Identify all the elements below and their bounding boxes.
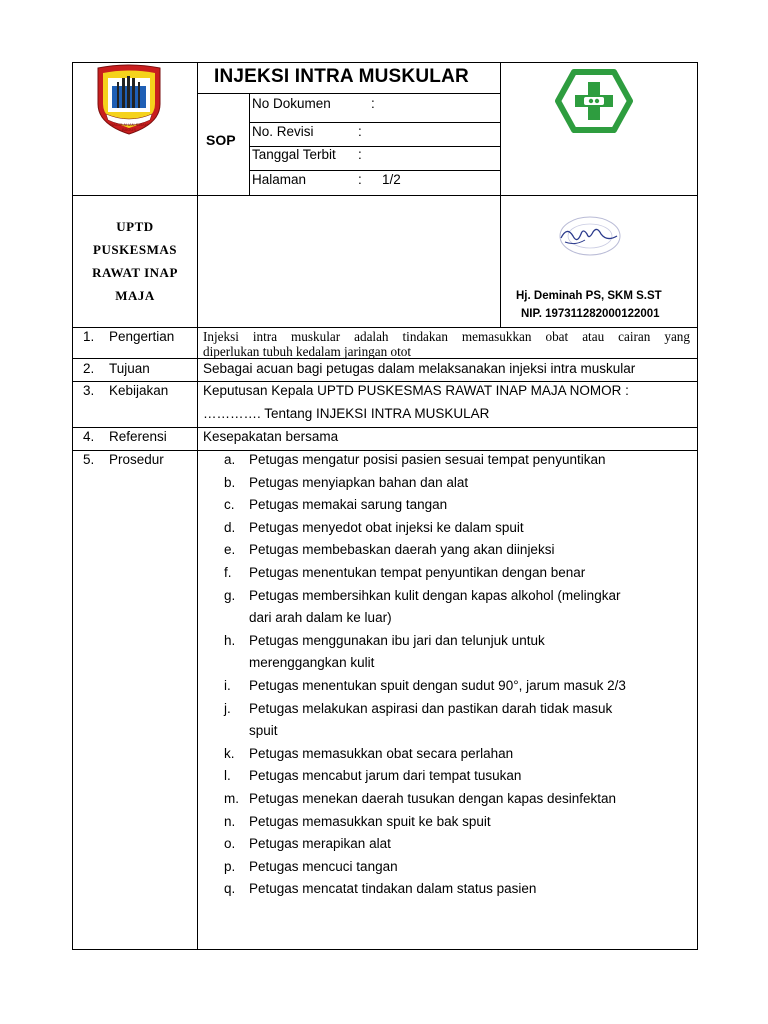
step-text: Petugas mengatur posisi pasien sesuai tempat penyuntikan (249, 452, 606, 467)
step-letter: o. (224, 836, 236, 852)
step-letter: c. (224, 497, 235, 513)
section-number: 1. (83, 329, 95, 344)
meta-label: No. Revisi (252, 124, 314, 139)
step-letter: h. (224, 632, 236, 648)
sop-label: SOP (206, 132, 236, 148)
section-label: Pengertian (109, 329, 175, 344)
meta-label: Tanggal Terbit (252, 147, 336, 162)
step-letter: j. (224, 700, 231, 716)
org-line: RAWAT INAP (92, 265, 178, 280)
step-letter: q. (224, 881, 236, 897)
step-text: Petugas memasukkan spuit ke bak spuit (249, 813, 491, 829)
step-text: Petugas membebaskan daerah yang akan diinjeksi (249, 542, 555, 558)
signatory-nip: NIP. 197311282000122001 (521, 308, 660, 320)
step-letter: g. (224, 587, 236, 603)
section-number: 5. (83, 452, 95, 467)
step-text: Petugas menyedot obat injeksi ke dalam spuit (249, 519, 524, 535)
step-text: spuit (249, 723, 278, 739)
divider (197, 93, 500, 94)
puskesmas-logo (554, 66, 634, 136)
step-text: Petugas menekan daerah tusukan dengan kapas desinfektan (249, 791, 617, 806)
step-text: Petugas melakukan aspirasi dan pastikan darah tidak masuk (249, 700, 613, 716)
section-number: 3. (83, 383, 95, 398)
step-letter: e. (224, 542, 236, 558)
outer-border-bottom (72, 949, 698, 950)
step-letter: a. (224, 452, 236, 467)
meta-sep: : (358, 172, 362, 187)
section-text: Sebagai acuan bagi petugas dalam melaksanakan injeksi intra muskular (203, 361, 636, 376)
step-text: Petugas menyiapkan bahan dan alat (249, 474, 469, 490)
step-letter: l. (224, 768, 231, 784)
divider (72, 195, 698, 196)
step-letter: f. (224, 565, 232, 580)
signature-stamp (555, 212, 625, 260)
divider (500, 195, 501, 327)
section-label: Prosedur (109, 452, 164, 467)
org-line: PUSKESMAS (93, 242, 177, 257)
step-text: Petugas menentukan spuit dengan sudut 90°, jarum masuk 2/3 (249, 678, 626, 693)
step-text: Petugas menentukan tempat penyuntikan dengan benar (249, 565, 586, 580)
step-text: Petugas membersihkan kulit dengan kapas alkohol (melingkar (249, 587, 621, 603)
step-text: Petugas memakai sarung tangan (249, 497, 448, 513)
meta-label: Halaman (252, 172, 307, 187)
divider (249, 122, 500, 123)
meta-sep: : (358, 147, 362, 162)
divider (500, 62, 501, 195)
section-label: Kebijakan (109, 383, 169, 398)
document-title: INJEKSI INTRA MUSKULAR (214, 66, 469, 87)
meta-sep: : (358, 124, 362, 139)
step-text: Petugas mencatat tindakan dalam status pasien (249, 881, 537, 897)
step-letter: i. (224, 678, 231, 693)
step-letter: p. (224, 858, 236, 874)
section-text: diperlukan tubuh kedalam jaringan otot (203, 344, 412, 359)
regency-logo-motto: BAGIS AHAN SIBAH BAGUS (110, 122, 148, 132)
step-text: Petugas mencabut jarum dari tempat tusukan (249, 768, 522, 784)
divider (72, 327, 698, 328)
section-text: Injeksi intra muskular adalah tindakan memasukkan obat atau cairan yang (203, 329, 690, 344)
divider (249, 93, 250, 195)
section-text: Keputusan Kepala UPTD PUSKESMAS RAWAT INAP MAJA NOMOR : (203, 383, 629, 398)
step-text: merenggangkan kulit (249, 655, 375, 671)
step-text: dari arah dalam ke luar) (249, 610, 392, 626)
section-text: Kesepakatan bersama (203, 429, 339, 444)
org-name (73, 215, 197, 307)
step-text: Petugas memasukkan obat secara perlahan (249, 745, 514, 761)
divider (249, 170, 500, 171)
meta-label: No Dokumen (252, 96, 331, 111)
org-line: MAJA (115, 288, 155, 303)
step-text: Petugas merapikan alat (249, 836, 391, 852)
step-letter: k. (224, 745, 235, 761)
outer-border-top (72, 62, 698, 63)
step-letter: n. (224, 813, 236, 829)
section-label: Referensi (109, 429, 167, 444)
step-text: Petugas mencuci tangan (249, 858, 398, 874)
divider (72, 450, 698, 451)
meta-sep: : (371, 96, 375, 111)
org-line: UPTD (116, 219, 154, 234)
signatory-name: Hj. Deminah PS, SKM S.ST (516, 290, 662, 302)
divider (72, 427, 698, 428)
step-text: Petugas menggunakan ibu jari dan telunjuk untuk (249, 632, 545, 648)
section-label: Tujuan (109, 361, 150, 376)
divider (72, 381, 698, 382)
step-letter: d. (224, 519, 236, 535)
section-text: …………. Tentang INJEKSI INTRA MUSKULAR (203, 406, 490, 421)
section-number: 4. (83, 429, 95, 444)
step-letter: m. (224, 791, 239, 806)
page-number: 1/2 (382, 172, 401, 187)
section-number: 2. (83, 361, 95, 376)
step-letter: b. (224, 474, 236, 490)
